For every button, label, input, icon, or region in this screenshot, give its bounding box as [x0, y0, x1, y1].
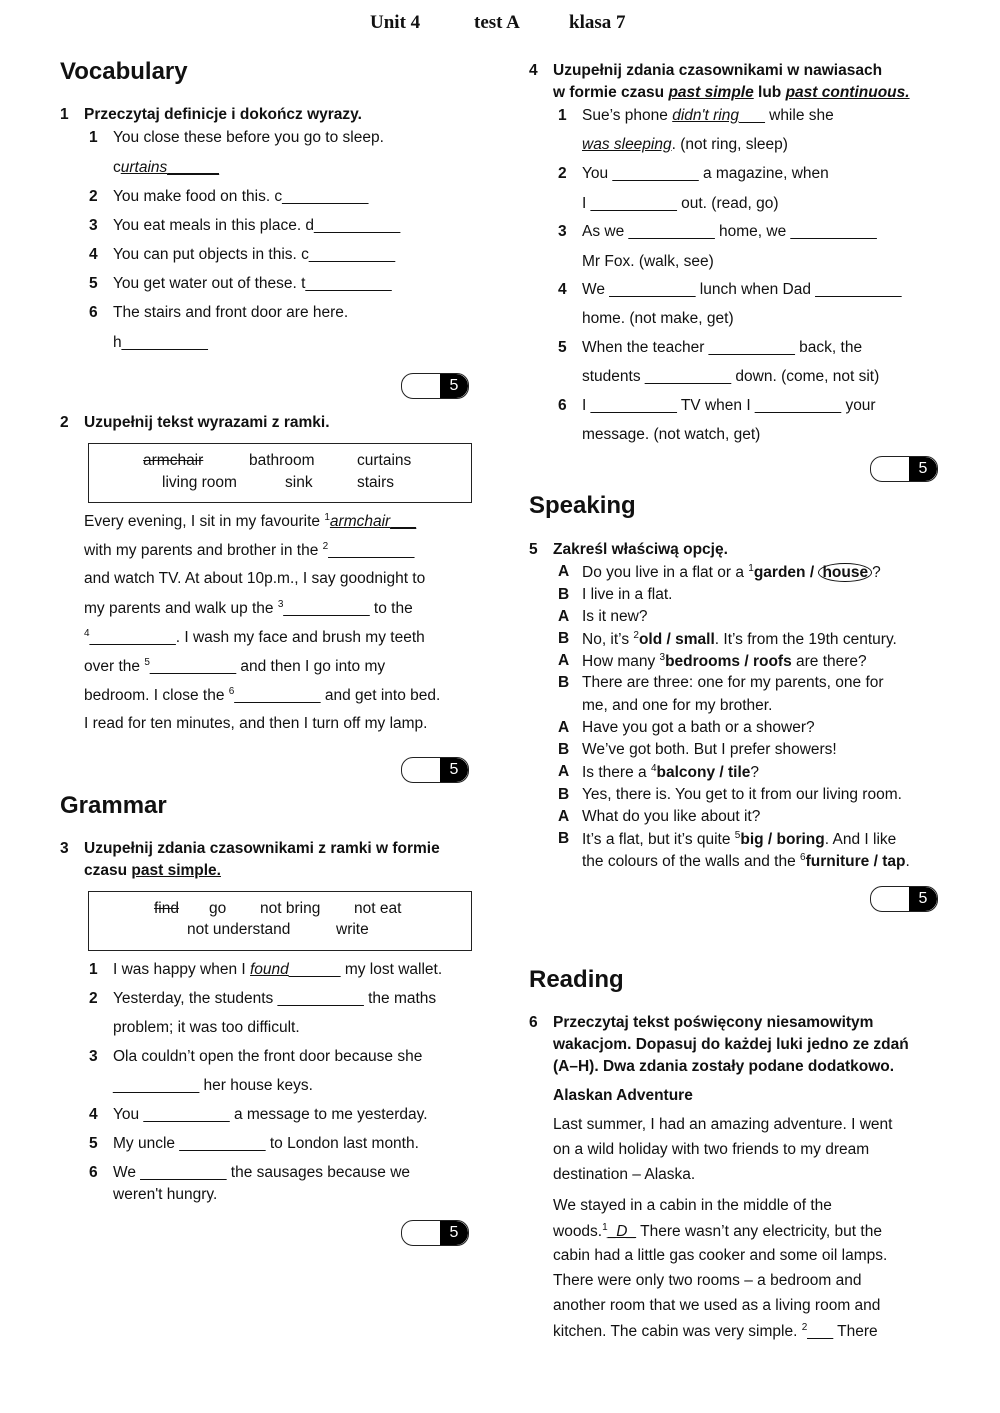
dialogue-line: [582, 830, 896, 849]
item-text: You eat meals in this place. d__________: [113, 217, 401, 234]
gap-number: 4: [650, 763, 657, 774]
ex5-number: 5: [529, 541, 538, 558]
item-number: 6: [89, 1164, 98, 1181]
item-number: 3: [89, 217, 98, 234]
example-answer: armchair: [329, 513, 391, 531]
story-line: There were only two rooms – a bedroom and: [553, 1272, 862, 1289]
text-part: . It’s from the 19th century.: [714, 631, 897, 649]
reading-title: Reading: [529, 966, 624, 993]
word-box-item: go: [209, 900, 227, 917]
text-part: No, it’s: [582, 631, 634, 649]
ex3-score-badge: [401, 1220, 469, 1246]
item-number: 2: [89, 990, 98, 1007]
dialogue-line: Have you got a bath or a shower?: [582, 719, 815, 736]
score-value: 5: [440, 1221, 468, 1245]
text-line: [84, 628, 425, 647]
text-line: [84, 657, 385, 676]
example-answer: urtains: [120, 159, 168, 176]
text-part: and watch TV. At about 10p.m., I say goodnight to: [84, 570, 426, 587]
gap-number: 2: [322, 541, 329, 552]
word-box-item: not eat: [354, 900, 402, 917]
gap-number: 6: [800, 852, 806, 863]
gap-number: 1: [748, 563, 754, 574]
text-part: .: [905, 853, 910, 871]
item-number: 5: [89, 1135, 98, 1152]
text-part: kitchen. The cabin was very simple.: [553, 1323, 802, 1341]
option: roofs: [752, 653, 792, 671]
word-box-item: not bring: [260, 900, 321, 917]
ex3-instruction-line1: Uzupełnij zdania czasownikami z ramki w formie: [84, 840, 440, 857]
circled-option: house: [818, 563, 872, 582]
text-part: . And I like: [824, 831, 897, 849]
option: tile: [728, 764, 751, 782]
text-line: [84, 715, 427, 733]
text-line: [84, 512, 416, 531]
item-number: 1: [89, 961, 98, 978]
ex3-instruction-line2: [84, 860, 221, 882]
speaker-label: B: [558, 830, 570, 847]
gap-number: 3: [277, 599, 284, 610]
item-text: The stairs and front door are here.: [113, 304, 349, 321]
item-text: problem; it was too difficult.: [113, 1019, 300, 1036]
option: small: [675, 631, 715, 649]
word-box-item: find: [154, 900, 179, 917]
ex1-number: 1: [60, 106, 69, 123]
item-text: I __________ out. (read, go): [582, 195, 779, 212]
item-text: You make food on this. c__________: [113, 188, 369, 205]
ex5-instruction: Zakreśl właściwą opcję.: [553, 541, 728, 558]
ex6-instruction-line2: wakacjom. Dopasuj do każdej luki jedno ze zdań: [553, 1036, 909, 1053]
story-line: destination – Alaska.: [553, 1166, 696, 1183]
item-text: You get water out of these. t__________: [113, 275, 392, 292]
item-text: We __________ lunch when Dad __________: [582, 281, 902, 298]
header-klasa: klasa 7: [569, 12, 626, 33]
speaker-label: A: [558, 563, 570, 580]
score-value: 5: [909, 457, 937, 481]
story-line: We stayed in a cabin in the middle of the: [553, 1197, 832, 1214]
text-part: I read for ten minutes, and then I turn off my lamp.: [84, 715, 428, 732]
speaking-title: Speaking: [529, 492, 636, 519]
text-part: ?: [872, 564, 881, 582]
story-line: [553, 1322, 878, 1341]
speaker-label: A: [558, 719, 570, 736]
text-part: __________ and get into bed.: [234, 687, 441, 705]
option: garden: [753, 564, 806, 582]
ex2-score-badge: [401, 757, 469, 783]
separator: /: [763, 831, 777, 849]
gap-number: 5: [144, 657, 150, 668]
item-number: 6: [89, 304, 98, 321]
story-line: on a wild holiday with two friends to my dream: [553, 1141, 870, 1158]
item-text: Yesterday, the students __________ the maths: [113, 990, 437, 1007]
speaker-label: A: [558, 652, 570, 669]
item-number: 4: [89, 1106, 98, 1123]
dialogue-line: Is it new?: [582, 608, 648, 625]
gap-number: 2: [633, 630, 639, 641]
speaker-label: B: [558, 674, 570, 691]
gap-number: 1: [324, 512, 330, 523]
ex4-score-badge: [870, 456, 938, 482]
example-answer: was sleeping: [582, 136, 672, 153]
text-line: [84, 541, 414, 560]
text-part: ?: [750, 764, 760, 782]
speaker-label: B: [558, 586, 570, 603]
answer-blank: ___: [390, 513, 417, 531]
gap-number: 1: [602, 1222, 608, 1233]
item-text: You __________ a magazine, when: [582, 165, 829, 182]
item-text: When the teacher __________ back, the: [582, 339, 863, 356]
item-text: Mr Fox. (walk, see): [582, 253, 714, 270]
item-text: You close these before you go to sleep.: [113, 129, 384, 146]
item-text: We __________ the sausages because we: [113, 1164, 411, 1181]
word-box-ex3: [88, 891, 472, 951]
grammar-title: Grammar: [60, 792, 167, 819]
text-part: the colours of the walls and the: [582, 853, 800, 871]
score-value: 5: [440, 374, 468, 398]
option: big: [740, 831, 764, 849]
ex2-instruction: Uzupełnij tekst wyrazami z ramki.: [84, 414, 330, 431]
text-part: Sue’s phone: [582, 107, 673, 124]
speaker-label: B: [558, 741, 570, 758]
item-number: 2: [89, 188, 98, 205]
story-line: Last summer, I had an amazing adventure. I went: [553, 1116, 893, 1133]
text-part: over the: [84, 658, 145, 676]
dialogue-line: Yes, there is. You get to it from our living room.: [582, 786, 902, 803]
word-box-item: armchair: [143, 452, 204, 469]
vocabulary-title: Vocabulary: [60, 58, 188, 85]
item-number: 3: [89, 1048, 98, 1065]
score-value: 5: [909, 887, 937, 911]
text-part: Every evening, I sit in my favourite: [84, 513, 325, 531]
ex5-score-badge: [870, 886, 938, 912]
example-answer: found: [250, 961, 289, 978]
header-test: test A: [474, 12, 520, 33]
text-part: w formie czasu: [553, 84, 669, 101]
word-box-item: write: [336, 921, 369, 938]
dialogue-line: [582, 652, 867, 671]
tense-name: past continuous.: [785, 84, 910, 101]
separator: /: [662, 631, 676, 649]
text-part: How many: [582, 653, 660, 671]
example-answer: _D_: [607, 1223, 637, 1241]
item-number: 4: [89, 246, 98, 263]
ex4-instruction-line1: Uzupełnij zdania czasownikami w nawiasach: [553, 62, 883, 79]
item-text: My uncle __________ to London last month.: [113, 1135, 419, 1152]
story-line: [553, 1222, 882, 1241]
answer-prefix: c: [113, 159, 121, 176]
word-box-item: sink: [285, 474, 313, 491]
text-part: ___ while she: [738, 107, 834, 124]
tense-name: past simple: [668, 84, 754, 101]
dialogue-line: me, and one for my brother.: [582, 697, 773, 714]
gap-number: 4: [84, 628, 90, 639]
item-answer-line: [113, 159, 219, 177]
ex6-instruction-line1: Przeczytaj tekst poświęcony niesamowitym: [553, 1014, 874, 1031]
story-line: cabin had a little gas cooker and some oil lamps.: [553, 1247, 888, 1264]
speaker-label: A: [558, 808, 570, 825]
speaker-label: B: [558, 786, 570, 803]
item-text: students __________ down. (come, not sit): [582, 368, 880, 385]
dialogue-line: I live in a flat.: [582, 586, 673, 603]
text-part: with my parents and brother in the: [84, 542, 323, 560]
text-part: Do you live in a flat or a: [582, 564, 749, 582]
text-part: I was happy when I: [113, 961, 250, 978]
speaker-label: B: [558, 630, 570, 647]
item-text: You __________ a message to me yesterday.: [113, 1106, 428, 1123]
item-number: 2: [558, 165, 567, 182]
option: furniture: [805, 853, 870, 871]
text-line: [84, 686, 440, 705]
item-number: 5: [89, 275, 98, 292]
item-text: home. (not make, get): [582, 310, 734, 327]
dialogue-line: [582, 563, 881, 582]
answer-blank: __________: [328, 542, 415, 560]
gap-number: 5: [734, 830, 741, 841]
speaker-label: A: [558, 763, 570, 780]
word-box-item: living room: [162, 474, 237, 491]
item-text: Ola couldn’t open the front door because she: [113, 1048, 423, 1065]
text-part: . (not ring, sleep): [671, 136, 788, 153]
text-part: czasu: [84, 862, 132, 879]
example-answer: didn't ring: [672, 107, 739, 124]
text-part: ___ There: [807, 1323, 878, 1341]
text-line: [84, 570, 425, 588]
tense-name: past simple.: [131, 862, 221, 879]
text-part: __________ and then I go into my: [149, 658, 386, 676]
item-text: As we __________ home, we __________: [582, 223, 877, 240]
separator: /: [740, 653, 753, 671]
item-number: 1: [89, 129, 98, 146]
option: tap: [882, 853, 906, 871]
separator: /: [805, 564, 819, 582]
text-part: lub: [753, 84, 786, 101]
ex3-number: 3: [60, 840, 69, 857]
item-number: 1: [558, 107, 567, 124]
separator: /: [715, 764, 728, 782]
ex2-number: 2: [60, 414, 69, 431]
item-number: 5: [558, 339, 567, 356]
text-part: are there?: [791, 653, 867, 671]
option: boring: [776, 831, 825, 849]
dialogue-line: [582, 763, 759, 782]
dialogue-line: What do you like about it?: [582, 808, 761, 825]
item-text: __________ her house keys.: [113, 1077, 313, 1094]
score-value: 5: [440, 758, 468, 782]
option: old: [638, 631, 663, 649]
dialogue-line: We’ve got both. But I prefer showers!: [582, 741, 837, 758]
gap-number: 6: [228, 686, 235, 697]
word-box-ex2: [88, 443, 472, 503]
ex1-score-badge: [401, 373, 469, 399]
word-box-item: bathroom: [249, 452, 315, 469]
item-number: 4: [558, 281, 567, 298]
word-box-item: stairs: [357, 474, 395, 491]
item-text: message. (not watch, get): [582, 426, 761, 443]
item-text: You can put objects in this. c__________: [113, 246, 396, 263]
text-line: [84, 599, 413, 618]
ex6-instruction-line3: (A–H). Dwa zdania zostały podane dodatkowo.: [553, 1058, 895, 1075]
header-unit: Unit 4: [370, 12, 421, 33]
ex4-number: 4: [529, 62, 538, 79]
item-text: [582, 107, 834, 125]
dialogue-line: There are three: one for my parents, one for: [582, 674, 884, 691]
item-number: 3: [558, 223, 567, 240]
separator: /: [869, 853, 883, 871]
dialogue-line: [582, 630, 897, 649]
option: balcony: [656, 764, 716, 782]
story-title: Alaskan Adventure: [553, 1087, 693, 1104]
text-part: ______ my lost wallet.: [288, 961, 443, 978]
text-part: my parents and walk up the: [84, 600, 278, 618]
text-part: Is there a: [582, 764, 651, 782]
dialogue-line: [582, 852, 910, 871]
answer-blank: ______: [167, 159, 220, 176]
gap-number: 2: [801, 1322, 808, 1333]
story-line: another room that we used as a living room and: [553, 1297, 881, 1314]
gap-number: 3: [659, 652, 666, 663]
text-part: bedroom. I close the: [84, 687, 229, 705]
item-text: I __________ TV when I __________ your: [582, 397, 876, 414]
word-box-item: curtains: [357, 452, 412, 469]
item-number: 6: [558, 397, 567, 414]
item-text: [582, 136, 788, 154]
text-part: __________ to the: [283, 600, 413, 618]
item-text: [113, 961, 442, 979]
item-text: h__________: [113, 334, 208, 351]
item-text: weren't hungry.: [113, 1186, 218, 1203]
ex6-number: 6: [529, 1014, 538, 1031]
text-part: It’s a flat, but it’s quite: [582, 831, 735, 849]
text-part: There wasn’t any electricity, but the: [636, 1223, 882, 1241]
option: bedrooms: [665, 653, 741, 671]
ex1-instruction: Przeczytaj definicje i dokończ wyrazy.: [84, 106, 362, 123]
text-part: woods.: [553, 1223, 603, 1241]
ex4-instruction-line2: [553, 82, 910, 104]
text-part: __________. I wash my face and brush my teeth: [89, 629, 425, 647]
speaker-label: A: [558, 608, 570, 625]
word-box-item: not understand: [187, 921, 291, 938]
